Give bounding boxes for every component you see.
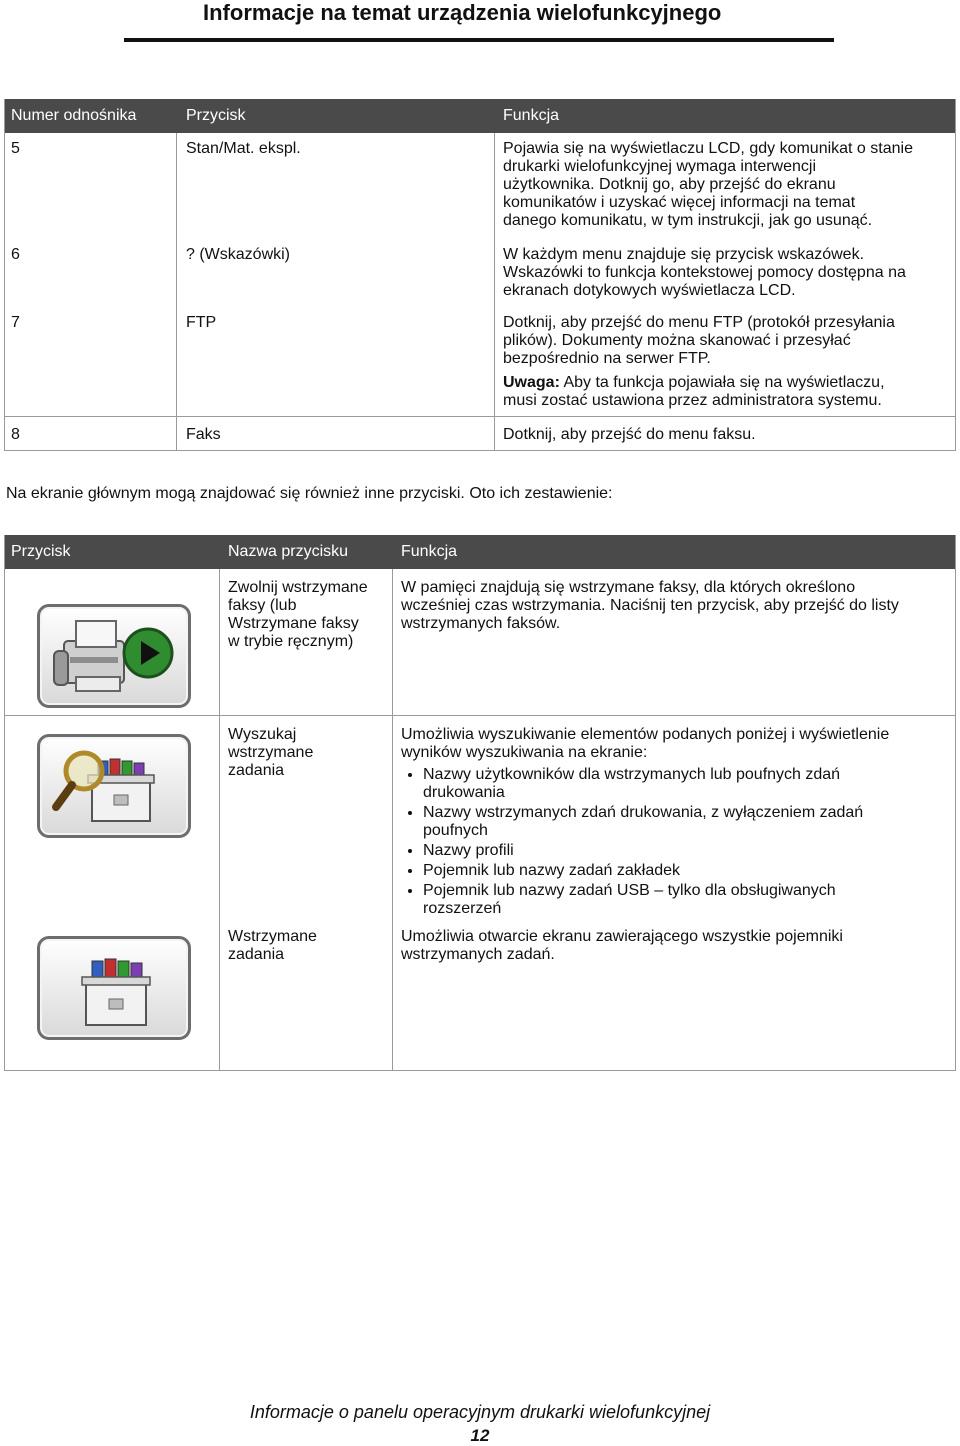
- text-line: zadania: [228, 946, 285, 963]
- text-line: wstrzymanych zadań.: [401, 946, 555, 963]
- title-divider: [124, 38, 834, 42]
- function-description: [503, 426, 953, 444]
- text-line: drukarki wielofunkcyjnej wymaga interwencji: [503, 158, 817, 175]
- text-line: Wskazówki to funkcja kontekstowej pomocy dostępna na: [503, 264, 906, 281]
- text-line: wcześniej czas wstrzymania. Naciśnij ten przycisk, aby przejść do listy: [401, 597, 899, 614]
- text-line: bezpośrednio na serwer FTP.: [503, 350, 711, 367]
- header-button: Przycisk: [186, 107, 246, 124]
- text-line: Umożliwia wyszukiwanie elementów podanych poniżej i wyświetlenie: [401, 726, 890, 743]
- search-criteria-list: [401, 766, 953, 918]
- button-name: [228, 579, 388, 651]
- page-number: 12: [470, 1426, 490, 1445]
- note-label: Uwaga:: [503, 374, 560, 391]
- held-jobs-icon: [40, 939, 188, 1037]
- text-line: wstrzymanych faksów.: [401, 615, 561, 632]
- table-home-buttons: [4, 535, 956, 1071]
- function-description: [503, 246, 953, 300]
- text-line: Wstrzymane faksy: [228, 615, 359, 632]
- table-row: [4, 140, 956, 240]
- table-row: [4, 924, 956, 1064]
- table-row: [4, 246, 956, 306]
- table-reference-buttons: [4, 99, 956, 451]
- header-button: Przycisk: [11, 543, 71, 560]
- text-line: Zwolnij wstrzymane: [228, 579, 368, 596]
- button-name: [228, 726, 388, 780]
- text-line: W pamięci znajdują się wstrzymane faksy, dla których określono: [401, 579, 856, 596]
- button-name: FTP: [186, 314, 217, 331]
- held-jobs-button[interactable]: [37, 936, 191, 1040]
- list-item: • Nazwy wstrzymanych zdań drukowania, z wyłączeniem zadań poufnych: [423, 804, 953, 840]
- list-item: • Nazwy profili: [423, 842, 953, 860]
- reference-number: 7: [11, 314, 20, 331]
- text-line: danego komunikatu, w tym instrukcji, jak go usunąć.: [503, 212, 873, 229]
- held-fax-icon: [40, 607, 188, 705]
- table-header: [4, 535, 956, 569]
- note-text: musi zostać ustawiona przez administratora systemu.: [503, 392, 882, 409]
- held-fax-button[interactable]: [37, 604, 191, 708]
- function-description: [401, 726, 953, 920]
- text-line: plików). Dokumenty można skanować i przesyłać: [503, 332, 851, 349]
- reference-number: 6: [11, 246, 20, 263]
- function-description: [401, 579, 953, 633]
- text-line: Dotknij, aby przejść do menu FTP (protokół przesyłania: [503, 314, 895, 331]
- text-line: Dotknij, aby przejść do menu faksu.: [503, 426, 756, 443]
- function-description: [503, 314, 953, 410]
- text-line: Umożliwia otwarcie ekranu zawierającego wszystkie pojemniki: [401, 928, 843, 945]
- header-button-name: Nazwa przycisku: [228, 543, 349, 560]
- search-held-jobs-icon: [40, 737, 188, 835]
- text-line: W każdym menu znajduje się przycisk wskazówek.: [503, 246, 865, 263]
- text-line: Wyszukaj: [228, 726, 297, 743]
- text-line: Wstrzymane: [228, 928, 317, 945]
- search-held-jobs-button[interactable]: [37, 734, 191, 838]
- table-row: [4, 426, 956, 446]
- text-line: w trybie ręcznym): [228, 633, 354, 650]
- page-title: Informacje na temat urządzenia wielofunkcyjnego: [203, 0, 722, 25]
- reference-number: 5: [11, 140, 20, 157]
- header-reference-number: Numer odnośnika: [11, 107, 137, 124]
- list-item: • Pojemnik lub nazwy zadań zakładek: [423, 862, 953, 880]
- table-header: [4, 99, 956, 133]
- button-name: [228, 928, 388, 964]
- reference-number: 8: [11, 426, 20, 443]
- button-name: Faks: [186, 426, 221, 443]
- text-line: wstrzymane: [228, 744, 314, 761]
- table-row: [4, 314, 956, 414]
- text-line: ekranach dotykowych wyświetlacza LCD.: [503, 282, 796, 299]
- button-name: Stan/Mat. ekspl.: [186, 140, 301, 157]
- intro-paragraph: Na ekranie głównym mogą znajdować się również inne przyciski. Oto ich zestawienie:: [6, 485, 613, 502]
- note-text: Aby ta funkcja pojawiała się na wyświetlaczu,: [559, 374, 885, 391]
- table-row: [4, 716, 956, 916]
- footer-title: Informacje o panelu operacyjnym drukarki wielofunkcyjnej: [249, 1402, 711, 1422]
- text-line: zadania: [228, 762, 285, 779]
- list-item: • Nazwy użytkowników dla wstrzymanych lub poufnych zdań drukowania: [423, 766, 953, 802]
- table-row: [4, 569, 956, 715]
- text-line: komunikatów i uzyskać więcej informacji na temat: [503, 194, 856, 211]
- header-function: Funkcja: [401, 543, 458, 560]
- text-line: faksy (lub: [228, 597, 297, 614]
- note: [503, 374, 953, 392]
- list-item: • Pojemnik lub nazwy zadań USB – tylko dla obsługiwanych rozszerzeń: [423, 882, 953, 918]
- header-function: Funkcja: [503, 107, 560, 124]
- function-description: [401, 928, 953, 964]
- button-name: ? (Wskazówki): [186, 246, 291, 263]
- text-line: Pojawia się na wyświetlaczu LCD, gdy komunikat o stanie: [503, 140, 913, 157]
- text-line: użytkownika. Dotknij go, aby przejść do ekranu: [503, 176, 836, 193]
- text-line: wyników wyszukiwania na ekranie:: [401, 744, 648, 761]
- function-description: [503, 140, 953, 230]
